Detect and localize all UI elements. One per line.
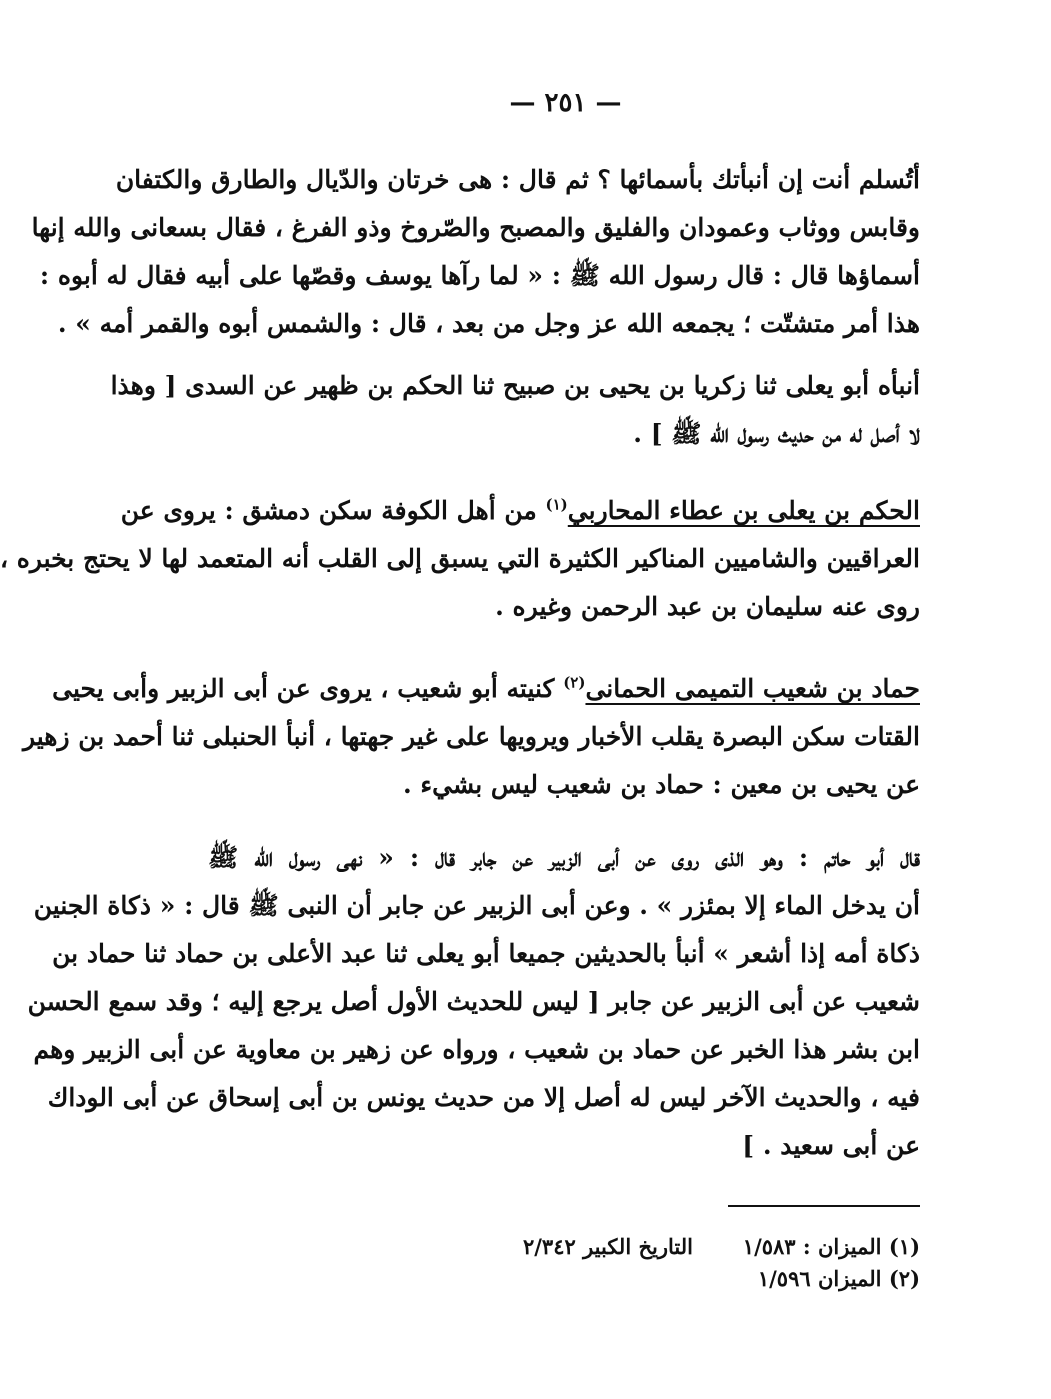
text-line: أنبأه أبو يعلى ثنا زكريا بن يحيى بن صبيح ثنا الحكم بن ظهير عن السدى [ وهذا bbox=[110, 371, 920, 400]
text-line: روى عنه سليمان بن عبد الرحمن وغيره . bbox=[495, 592, 920, 621]
footnote-ref: (١) bbox=[545, 495, 568, 514]
paragraph-1 bbox=[31, 156, 920, 348]
text-line: ذكاة أمه إذا أشعر » أنبأ بالحديثين جميعا أبو يعلى ثنا عبد الأعلى بن حماد ثنا حماد بن bbox=[52, 939, 920, 968]
text-line: وقابس ووثاب وعمودان والفليق والمصبح والصّروخ وذو الفرغ ، فقال بسعانى والله إنها bbox=[31, 213, 920, 242]
text-line: أتُسلم أنت إن أنبأتك بأسمائها ؟ ثم قال : هى خرتان والدّيال والطارق والكتفان bbox=[115, 165, 920, 194]
entry-hakam bbox=[0, 487, 920, 631]
text-line: قال أبو حاتم : وهو الذى روى عن أبى الزبير عن جابر قال : « نهى رسول الله ﷺ bbox=[208, 843, 920, 872]
text-line: القتات سكن البصرة يقلب الأخبار ويرويها على غير جهتها ، أنبأ الحنبلى ثنا أحمد بن زهير bbox=[22, 722, 920, 751]
text-line: عن أبى سعيد . ] bbox=[742, 1131, 920, 1160]
text-line: عن يحيى بن معين : حماد بن شعيب ليس بشيء . bbox=[402, 770, 920, 799]
text-line: العراقيين والشاميين المناكير الكثيرة التي يسبق إلى القلب أنه المتعمد لها لا يحتج بخبره ، bbox=[0, 544, 920, 573]
text-line: ابن بشر هذا الخبر عن حماد بن شعيب ، ورواه عن زهير بن معاوية عن أبى الزبير وهم bbox=[33, 1035, 920, 1064]
footnote-1: (١) الميزان : ١/٥٨٣ bbox=[742, 1234, 920, 1259]
footnote-ref: (٢) bbox=[563, 673, 586, 692]
text-line: هذا أمر متشتّت ؛ يجمعه الله عز وجل من بعد ، قال : والشمس أبوه والقمر أمه » . bbox=[57, 309, 920, 338]
entry-text: من أهل الكوفة سكن دمشق : يروى عن bbox=[120, 496, 537, 525]
text-line bbox=[52, 665, 920, 713]
entry-text: كنيته أبو شعيب ، يروى عن أبى الزبير وأبى يحيى bbox=[52, 674, 555, 703]
paragraph-2 bbox=[110, 362, 920, 458]
entry-hammad bbox=[22, 665, 920, 809]
text-line: أن يدخل الماء إلا بمئزر » . وعن أبى الزبير عن جابر أن النبى ﷺ قال : « ذكاة الجنين bbox=[33, 891, 920, 920]
entry-heading: حماد بن شعيب التميمى الحمانى bbox=[585, 674, 920, 703]
text-line: لا أصل له من حديث رسول الله ﷺ ] . bbox=[633, 419, 920, 448]
text-line: أسماؤها قال : قال رسول الله ﷺ : « لما رآها يوسف وقصّها على أبيه فقال له أبوه : bbox=[39, 261, 920, 290]
footnote-2: (٢) الميزان ١/٥٩٦ bbox=[757, 1266, 920, 1291]
footnote-separator bbox=[728, 1205, 920, 1207]
text-line: شعيب عن أبى الزبير عن جابر [ ليس للحديث الأول أصل يرجع إليه ؛ وقد سمع الحسن bbox=[27, 987, 920, 1016]
footnote-1-second-source: التاريخ الكبير ٢/٣٤٢ bbox=[522, 1234, 693, 1259]
text-line: فيه ، والحديث الآخر ليس له أصل إلا من حديث يونس بن أبى إسحاق عن أبى الوداك bbox=[47, 1083, 920, 1112]
page-number: — ٢٥١ — bbox=[509, 88, 622, 118]
paragraph-5 bbox=[27, 834, 920, 1170]
entry-heading: الحكم بن يعلى بن عطاء المحاربي bbox=[567, 496, 920, 525]
text-line bbox=[120, 487, 920, 535]
